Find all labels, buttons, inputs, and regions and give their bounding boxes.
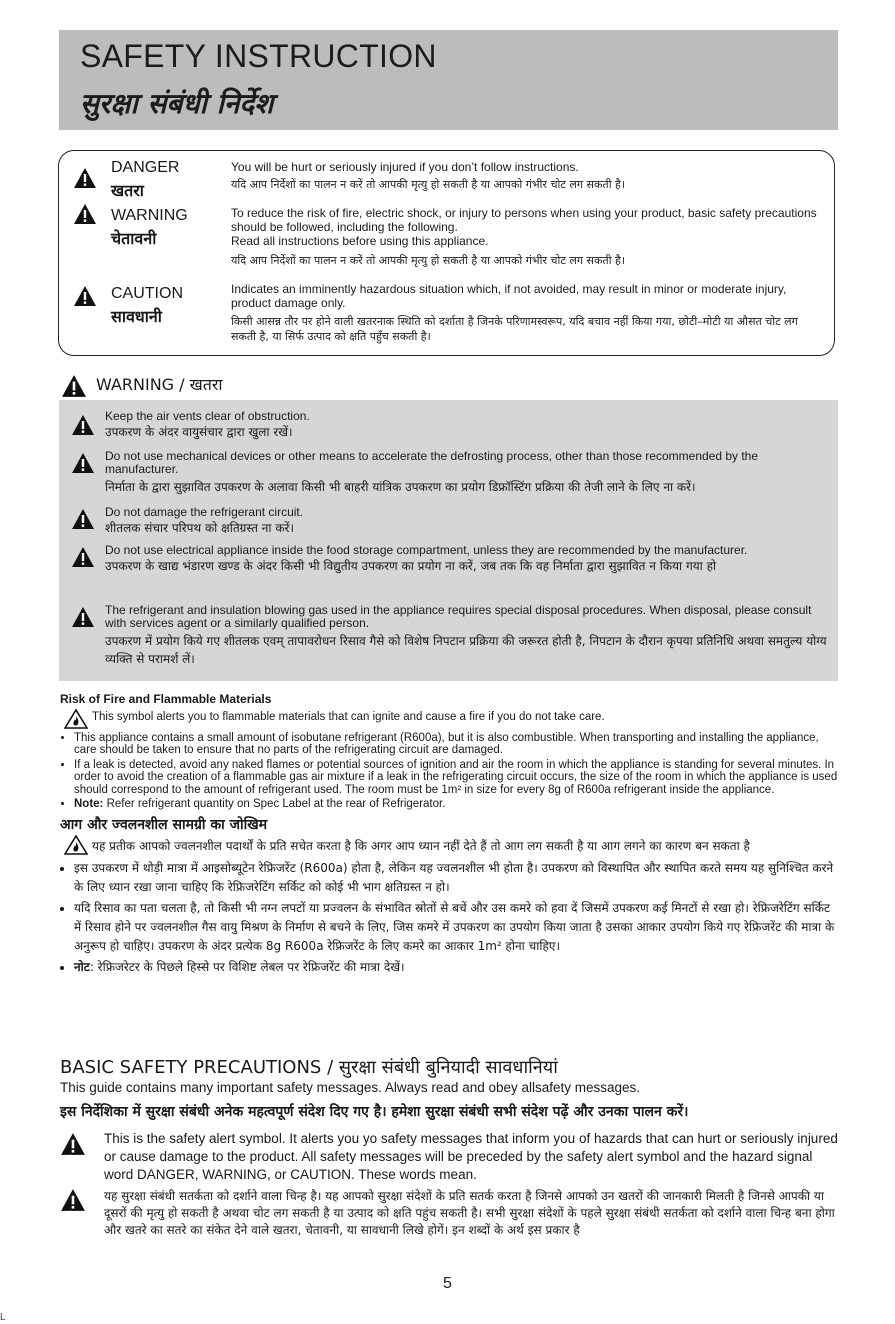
safety-alert-paragraph: This is the safety alert symbol. It alerts you yo safety messages that inform you of hazards that can hurt or seriously injured or cause damage to the product. All safety messages will be preceded by the safety alert symbol and the hazard signal word DANGER, WARNING, or CAUTION. These words mean. (104, 1131, 838, 1182)
symbol-description: This symbol alerts you to flammable materials that can ignite and cause a fire if you do not take care. (92, 710, 605, 723)
warning-item-text (105, 506, 833, 537)
warning-triangle-icon (71, 414, 95, 436)
warning-panel (59, 400, 838, 681)
basic-intro: This guide contains many important safety messages. Always read and obey allsafety messages. (60, 1080, 641, 1095)
signal-word: DANGER (111, 159, 180, 176)
basic-precautions-title: BASIC SAFETY PRECAUTIONS / सुरक्षा संबंधी बुनियादी सावधानियां (60, 1057, 558, 1078)
warning-item-hi: निर्माता के द्वारा सुझावित उपकरण के अलावा किसी भी बाहरी यांत्रिक उपकरण का प्रयोग डिफ्रॉस्टिंग प्रक्रिया की तेजी लाने के लिए ना करें। (105, 480, 696, 494)
list-item-note (74, 798, 840, 811)
warning-item-text (105, 450, 833, 496)
fire-bullets-hindi (60, 859, 840, 977)
page-title: SAFETY INSTRUCTION (80, 38, 437, 74)
warning-triangle-icon (71, 546, 95, 568)
flammable-symbol-line (60, 711, 840, 729)
signal-text-hi: यदि आप निर्देशों का पालन न करें तो आपकी मृत्यु हो सकती है या आपको गंभीर चोट लग सकती है। (231, 178, 626, 191)
warning-item-hi: शीतलक संचार परिपथ को क्षतिग्रस्त ना करें। (105, 521, 295, 535)
basic-intro-hindi: इस निर्देशिका में सुरक्षा संबंधी अनेक महत्वपूर्ण संदेश दिए गए है। हमेशा सुरक्षा संबंधी सभी संदेश पढ़ें और उनका पालन करें। (60, 1104, 689, 1120)
warning-triangle-icon (71, 452, 95, 474)
list-item: • यदि रिसाव का पता चलता है, तो किसी भी नग्न लपटों या प्रज्वलन के संभावित स्रोतों से बचें और उस कमरे को हवा दें जिसमें उपकरण कई मिनटों से रखा हो। रेफ्रिजरेटिंग सर्किट में रिसाव होने पर ज्वलनशील गैस वायु मिश्रण के निर्माण से बचने के लिए, जिस कमरे में उपकरण का उपयोग किया जाता है उसका आकार उपयोग किये गए रेफ्रिजरेंट की मात्रा के अनुरूप हो चाहिए। उपकरण के अंदर प्रत्येक 8g R600a रेफ्रिजरेंट के लिए कमरे का आकार 1m² होना चाहिए। (74, 899, 840, 956)
page-title-hindi: सुरक्षा संबंधी निर्देश (80, 87, 274, 120)
warning-triangle-icon (60, 1188, 86, 1212)
signal-text-en-2: Read all instructions before using this appliance. (231, 234, 489, 248)
warning-heading (60, 373, 223, 398)
signal-word-hindi: खतरा (111, 181, 144, 200)
fire-bullets (60, 732, 840, 811)
note-label: Note: (74, 798, 104, 810)
signal-text-en: To reduce the risk of fire, electric shock, or injury to persons when using your product, basic safety precautions should be followed, including the following. (231, 206, 817, 234)
edge-mark: L (0, 1312, 6, 1323)
section-title-hindi: आग और ज्वलनशील सामग्री का जोखिम (60, 816, 268, 833)
symbol-description-hindi: यह प्रतीक आपको ज्वलनशील पदार्थों के प्रति सचेत करता है कि अगर आप ध्यान नहीं देते हैं तो आग लग सकती है या आग लगने का कारण बन सकता है (92, 839, 750, 853)
warning-triangle-icon (71, 606, 95, 628)
signal-word: CAUTION (111, 285, 183, 302)
warning-triangle-icon (73, 167, 97, 189)
warning-item-en: Do not use electrical appliance inside the food storage compartment, unless they are recommended by the manufacturer. (105, 543, 748, 557)
signal-word-hindi: सावधानी (111, 307, 162, 326)
flammable-warning-icon (64, 709, 88, 729)
note-text: Refer refrigerant quantity on Spec Label at the rear of Refrigerator. (106, 798, 446, 810)
signal-word-box (58, 150, 835, 356)
signal-text-en: Indicates an imminently hazardous situation which, if not avoided, may result in minor or moderate injury, product damage only. (231, 282, 787, 310)
warning-triangle-icon (71, 508, 95, 530)
warning-heading-text: WARNING / खतरा (96, 375, 223, 394)
warning-item-en: Keep the air vents clear of obstruction. (105, 409, 310, 423)
signal-description (231, 160, 821, 192)
warning-triangle-icon (60, 1132, 86, 1156)
fire-risk-section (60, 693, 840, 979)
warning-item-hi: उपकरण के अंदर वायुसंचार द्वारा खुला रखें। (105, 425, 293, 439)
section-title: Risk of Fire and Flammable Materials (60, 692, 272, 706)
warning-item-text (105, 544, 833, 575)
note-text-hindi: : रेफ्रिजरेटर के पिछले हिस्से पर विशिष्ट लेबल पर रेफ्रिजरेंट की मात्रा देखें। (89, 960, 405, 974)
signal-description (231, 282, 821, 344)
list-item: • इस उपकरण में थोड़ी मात्रा में आइसोब्यूटेन रेफ्रिजरेंट (R600a) होता है, लेकिन यह ज्वलनशील भी होता है। उपकरण को विस्थापित और स्थापित करते समय यह सुनिश्चित करने के लिए ध्यान रखा जाना चाहिए कि रेफ्रिजरेटिंग सर्किट को कोई भी भाग क्षतिग्रस्त न हो। (74, 859, 840, 897)
warning-item-en: Do not damage the refrigerant circuit. (105, 505, 304, 519)
list-item: • If a leak is detected, avoid any naked flames or potential sources of ignition and air the room in which the appliance is standing for several minutes. In order to avoid the creation of a flammable gas air mixture if a leak in the refrigerating circuit occurs, the size of the room in which the appliance is used should correspond to the amount of refrigerant used. The room must be 1m² in size for every 8g of R600a refrigerant inside the appliance. (74, 759, 840, 797)
warning-item-en: The refrigerant and insulation blowing gas used in the appliance requires special disposal procedures. When disposal, please consult with services agent or a similarly qualified person. (105, 603, 812, 630)
signal-text-en: You will be hurt or seriously injured if you don’t follow instructions. (231, 160, 579, 174)
note-label-hindi: नोट (74, 960, 90, 974)
signal-text-hi: यदि आप निर्देशों का पालन न करें तो आपकी मृत्यु हो सकती है या आपको गंभीर चोट लग सकती है। (231, 254, 626, 267)
flammable-symbol-line-hindi (60, 837, 840, 856)
warning-triangle-icon (60, 374, 88, 398)
list-item: • This appliance contains a small amount of isobutane refrigerant (R600a), but it is also combustible. When transporting and installing the appliance, care should be taken to ensure that no parts of the refrigerating circuit are damaged. (74, 732, 840, 757)
title-banner (59, 30, 838, 130)
warning-item-hi: उपकरण में प्रयोग किये गए शीतलक एवम् तापावरोधन रिसाव गैसे को विशेष निपटान प्रक्रिया की जरूरत होती है, निपटान के दौरान कृपया प्रतिनिधि अथवा समतुल्य योग्य व्यक्ति से परामर्श लें। (105, 634, 827, 666)
flammable-warning-icon (64, 835, 88, 855)
warning-item-text (105, 604, 833, 668)
signal-description (231, 206, 821, 268)
safety-alert-paragraph-hindi: यह सुरक्षा संबंधी सतर्कता को दर्शाने वाला चिन्ह है। यह आपको सुरक्षा संदेशों के प्रति सतर्क करता है जिनसे आपको उन खतरों की जानकारी मिलती है जिनसे आपकी या दूसरों की मृत्यु हो सकती है अथवा चोट लग सकती है या उत्पाद को क्षति पहुंच सकती है। सभी सुरक्षा संदेशों के पहले सुरक्षा संबंधी सतर्कता को दर्शाने वाला चिन्ह बना होगा और खतरे का सतरे का संकेत देने वाले खतरा, चेतावनी, या सावधानी लिखे होगें। इन शब्दों के अर्थ इस प्रकार है (104, 1189, 835, 1237)
warning-triangle-icon (73, 203, 97, 225)
signal-word-hindi: चेतावनी (111, 229, 157, 248)
signal-text-hi: किसी आसन्न तौर पर होने वाली खतरनाक स्थिति को दर्शाता है जिनके परिणामस्वरूप, यदि बचाव नहीं किया गया, छोटी–मोटी या औसत चोट लग सकती है, या सिर्फ उत्पाद को क्षति पहुँच सकती है। (231, 315, 798, 343)
page-number: 5 (443, 1275, 452, 1292)
signal-word: WARNING (111, 207, 188, 224)
list-item-note (74, 958, 840, 977)
warning-item-hi: उपकरण के खाद्य भंडारण खण्ड के अंदर किसी भी विद्युतीय उपकरण का प्रयोग ना करें, जब तक कि वह निर्माता द्वारा सुझावित न किया गया हो (105, 559, 717, 573)
warning-item-text (105, 410, 833, 441)
warning-triangle-icon (73, 285, 97, 307)
warning-item-en: Do not use mechanical devices or other means to accelerate the defrosting process, other than those recommended by the manufacturer. (105, 449, 759, 476)
